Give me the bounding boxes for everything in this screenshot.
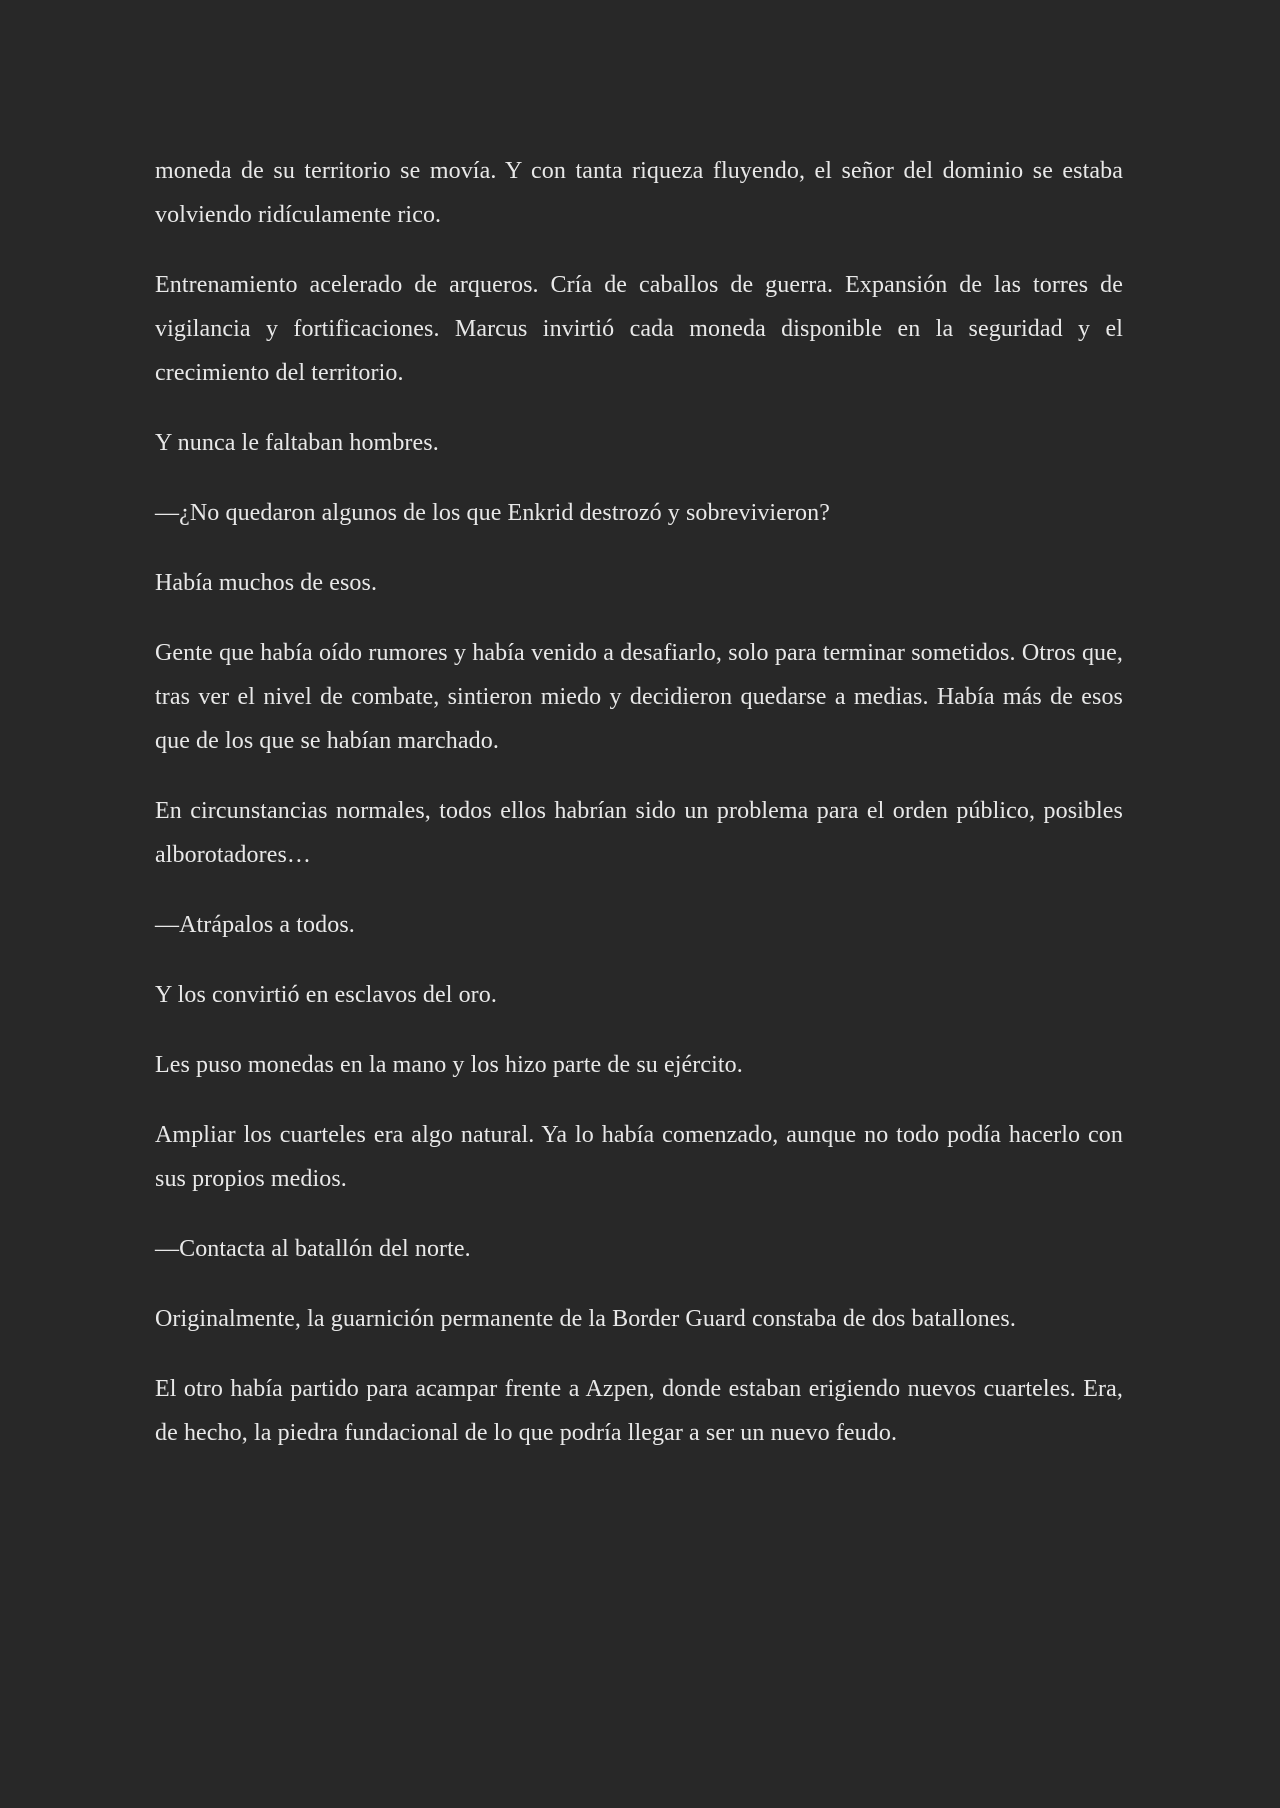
- paragraph: Y los convirtió en esclavos del oro.: [155, 982, 497, 1008]
- paragraph: Y nunca le faltaban hombres.: [155, 430, 439, 456]
- paragraph: Ampliar los cuarteles era algo natural. Ya lo había comenzado, aunque no todo podía hacerlo con sus propios medios.: [155, 1122, 1123, 1192]
- paragraph: Entrenamiento acelerado de arqueros. Cría de caballos de guerra. Expansión de las torres de vigilancia y fortificaciones. Marcus invirtió cada moneda disponible en la seguridad y el crecimiento del territorio.: [155, 272, 1123, 386]
- paragraph: —Contacta al batallón del norte.: [155, 1236, 471, 1262]
- paragraph: Gente que había oído rumores y había venido a desafiarlo, solo para terminar sometidos. Otros que, tras ver el nivel de combate, sintieron miedo y decidieron quedarse a medias. Había más de esos que de los que se habían marchado.: [155, 640, 1123, 754]
- paragraph: El otro había partido para acampar frente a Azpen, donde estaban erigiendo nuevos cuarteles. Era, de hecho, la piedra fundacional de lo que podría llegar a ser un nuevo feudo.: [155, 1376, 1123, 1446]
- paragraph: Había muchos de esos.: [155, 570, 378, 596]
- text-column: [155, 149, 1123, 1481]
- paragraph: moneda de su territorio se movía. Y con tanta riqueza fluyendo, el señor del dominio se estaba volviendo ridículamente rico.: [155, 158, 1123, 228]
- paragraph: —Atrápalos a todos.: [155, 912, 355, 938]
- paragraph: Originalmente, la guarnición permanente de la Border Guard constaba de dos batallones.: [155, 1306, 1016, 1332]
- paragraph: Les puso monedas en la mano y los hizo parte de su ejército.: [155, 1052, 743, 1078]
- paragraph: En circunstancias normales, todos ellos habrían sido un problema para el orden público, posibles alborotadores…: [155, 798, 1123, 868]
- paragraph: —¿No quedaron algunos de los que Enkrid destrozó y sobrevivieron?: [155, 500, 830, 526]
